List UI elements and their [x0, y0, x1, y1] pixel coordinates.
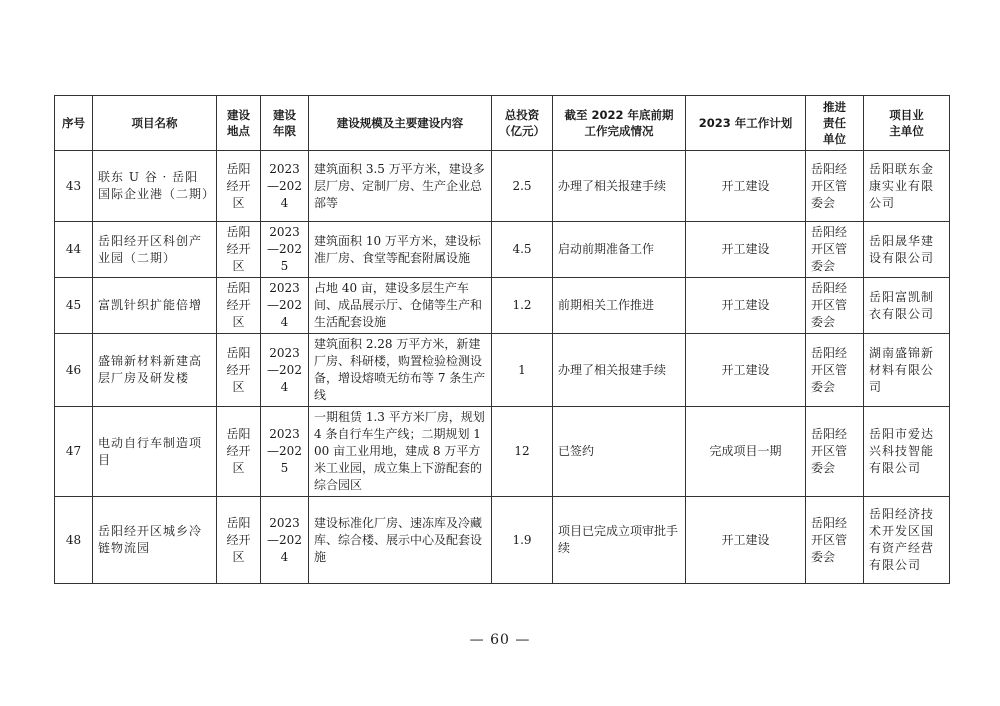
cell-period: 2023—2024 [261, 497, 309, 584]
cell-progress: 办理了相关报建手续 [553, 334, 686, 407]
cell-project-name: 联东 U 谷 · 岳阳国际企业港（二期） [93, 151, 217, 222]
cell-investment: 1.2 [492, 278, 553, 334]
cell-owner: 岳阳富凯制衣有限公司 [864, 278, 950, 334]
cell-owner: 岳阳市爱达兴科技智能有限公司 [864, 407, 950, 497]
cell-location: 岳阳经开区 [217, 407, 261, 497]
cell-progress: 启动前期准备工作 [553, 222, 686, 278]
cell-period: 2023—2025 [261, 407, 309, 497]
cell-investment: 12 [492, 407, 553, 497]
cell-plan: 开工建设 [686, 151, 806, 222]
table-header-row [55, 96, 950, 151]
cell-responsible-unit: 岳阳经开区管委会 [806, 222, 864, 278]
header-cell: 建设 地点 [217, 96, 261, 151]
cell-content: 一期租赁 1.3 平方米厂房，规划 4 条自行车生产线；二期规划 100 亩工业用地，建成 8 万平方米工业园，成立集上下游配套的综合园区 [309, 407, 492, 497]
header-cell: 截至 2022 年底前期 工作完成情况 [553, 96, 686, 151]
cell-owner: 岳阳经济技术开发区国有资产经营有限公司 [864, 497, 950, 584]
table-row [55, 334, 950, 407]
cell-owner: 湖南盛锦新材料有限公司 [864, 334, 950, 407]
header-cell: 建设 年限 [261, 96, 309, 151]
cell-responsible-unit: 岳阳经开区管委会 [806, 497, 864, 584]
cell-investment: 1.9 [492, 497, 553, 584]
cell-project-name: 岳阳经开区城乡冷链物流园 [93, 497, 217, 584]
header-cell: 2023 年工作计划 [686, 96, 806, 151]
table-row [55, 151, 950, 222]
cell-owner: 岳阳晟华建设有限公司 [864, 222, 950, 278]
header-cell: 项目业 主单位 [864, 96, 950, 151]
table-row [55, 407, 950, 497]
cell-period: 2023—2024 [261, 334, 309, 407]
cell-project-name: 岳阳经开区科创产业园（二期） [93, 222, 217, 278]
cell-project-name: 富凯针织扩能倍增 [93, 278, 217, 334]
cell-progress: 已签约 [553, 407, 686, 497]
cell-plan: 开工建设 [686, 222, 806, 278]
cell-plan: 开工建设 [686, 278, 806, 334]
cell-content: 建筑面积 2.28 万平方米，新建厂房、科研楼，购置检验检测设备，增设熔喷无纺布等 7 条生产线 [309, 334, 492, 407]
cell-period: 2023—2024 [261, 151, 309, 222]
project-table [54, 95, 950, 584]
cell-location: 岳阳经开区 [217, 151, 261, 222]
cell-no: 47 [55, 407, 93, 497]
cell-no: 44 [55, 222, 93, 278]
cell-project-name: 盛锦新材料新建高层厂房及研发楼 [93, 334, 217, 407]
cell-content: 建筑面积 10 万平方米，建设标准厂房、食堂等配套附属设施 [309, 222, 492, 278]
cell-owner: 岳阳联东金康实业有限公司 [864, 151, 950, 222]
cell-plan: 完成项目一期 [686, 407, 806, 497]
cell-investment: 1 [492, 334, 553, 407]
cell-progress: 项目已完成立项审批手续 [553, 497, 686, 584]
cell-responsible-unit: 岳阳经开区管委会 [806, 407, 864, 497]
cell-location: 岳阳经开区 [217, 334, 261, 407]
cell-responsible-unit: 岳阳经开区管委会 [806, 334, 864, 407]
cell-period: 2023—2024 [261, 278, 309, 334]
header-cell: 序号 [55, 96, 93, 151]
table-row [55, 497, 950, 584]
cell-responsible-unit: 岳阳经开区管委会 [806, 151, 864, 222]
cell-content: 建设标准化厂房、速冻库及冷藏库、综合楼、展示中心及配套设施 [309, 497, 492, 584]
cell-project-name: 电动自行车制造项目 [93, 407, 217, 497]
cell-no: 46 [55, 334, 93, 407]
cell-plan: 开工建设 [686, 497, 806, 584]
cell-content: 占地 40 亩，建设多层生产车间、成品展示厅、仓储等生产和生活配套设施 [309, 278, 492, 334]
cell-no: 45 [55, 278, 93, 334]
cell-no: 43 [55, 151, 93, 222]
header-cell: 推进 责任 单位 [806, 96, 864, 151]
cell-investment: 4.5 [492, 222, 553, 278]
header-cell: 建设规模及主要建设内容 [309, 96, 492, 151]
cell-progress: 办理了相关报建手续 [553, 151, 686, 222]
table-row [55, 222, 950, 278]
cell-period: 2023—2025 [261, 222, 309, 278]
page-number: — 60 — [469, 632, 531, 648]
cell-responsible-unit: 岳阳经开区管委会 [806, 278, 864, 334]
cell-location: 岳阳经开区 [217, 222, 261, 278]
table-row [55, 278, 950, 334]
cell-plan: 开工建设 [686, 334, 806, 407]
header-cell: 总投资 （亿元） [492, 96, 553, 151]
cell-progress: 前期相关工作推进 [553, 278, 686, 334]
cell-location: 岳阳经开区 [217, 278, 261, 334]
header-cell: 项目名称 [93, 96, 217, 151]
cell-investment: 2.5 [492, 151, 553, 222]
cell-content: 建筑面积 3.5 万平方米，建设多层厂房、定制厂房、生产企业总部等 [309, 151, 492, 222]
cell-location: 岳阳经开区 [217, 497, 261, 584]
cell-no: 48 [55, 497, 93, 584]
